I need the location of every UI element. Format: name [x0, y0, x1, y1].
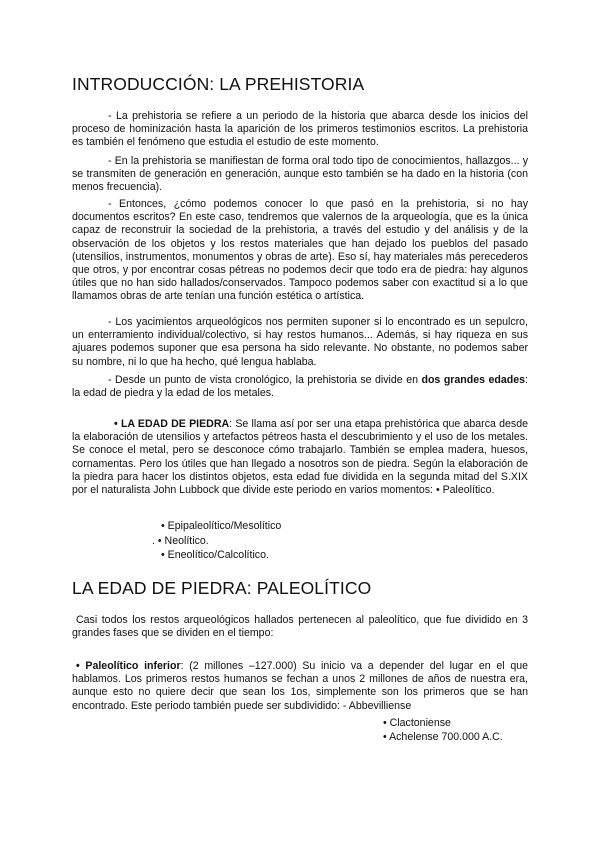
subperiod-list-item: • Achelense 700.000 A.C. — [383, 731, 503, 743]
paragraph-archaeology: - Entonces, ¿cómo podemos conocer lo que pasó en la prehistoria, si no hay documentos escritos? En este caso, tendremos que valernos de la arqueología, que es la única capaz de reconstruir la sociedad de la prehistoria, a través del estudio y del análisis y de la observación de los objetos y los restos materiales que han dejado los pueblos del pasado (utensilios, instrumentos, monumentos y obras de arte). Eso sí, hay materiales más perecederos que otros, y por encontrar cosas pétreas no podemos decir que todo era de piedra: hay algunos útiles que no han sido hallados/conservados. Tampoco podemos saber con exactitud si a lo que llamamos obras de arte tenían una función estética o artística. — [72, 198, 528, 303]
paragraph-stone-age: • LA EDAD DE PIEDRA: Se llama así por ser una etapa prehistórica que abarca desde la elaboración de utensilios y artefactos pétreos hasta el descubrimiento y el uso de los metales. Se conoce el metal, pero se desconoce cómo trabajarlo. También se emplea madera, huesos, cornamentas. Pero los útiles que han llegado a nosotros son de piedra. Según la elaboración de la piedra para hacer los distintos objetos, esta edad fue dividida en la segunda mitad del S.XIX por el naturalista John Lubbock que divide este periodo en varios momentos: • Paleolítico. — [72, 418, 528, 497]
period-list-item: . • Neolítico. — [152, 535, 209, 547]
period-list-item: • Eneolítico/Calcolítico. — [161, 549, 269, 561]
page-title: INTRODUCCIÓN: LA PREHISTORIA — [72, 74, 365, 94]
paragraph-paleolithic-intro: Casi todos los restos arqueológicos hallados pertenecen al paleolítico, que fue dividido en 3 grandes fases que se dividen en el tiempo: — [72, 614, 528, 640]
paragraph-chronology: - Desde un punto de vista cronológico, la prehistoria se divide en dos grandes edades: la edad de piedra y la edad de los metales. — [72, 374, 528, 400]
paragraph-definition: - La prehistoria se refiere a un periodo de la historia que abarca desde los inicios del proceso de hominización hasta la aparición de los primeros testimonios escritos. La prehistoria es también el fenómeno que estudia el estudio de este momento. — [72, 110, 528, 149]
paragraph-lower-paleolithic: • Paleolítico inferior: (2 millones –127.000) Su inicio va a depender del lugar en el que hablamos. Los primeros restos humanos se fechan a unos 2 millones de años de nuestra era, aunque esto no quiere decir que sean los 1os, simplemente son los primeros que se han encontrado. Este periodo también puede ser subdividido: - Abbevilliense — [72, 660, 528, 712]
paragraph-oral-transmission: - En la prehistoria se manifiestan de forma oral todo tipo de conocimientos, hallazgos... y se transmiten de generación en generación, aunque esto también se ha dado en la historia (con menos frecuencia). — [72, 155, 528, 194]
paragraph-sites: - Los yacimientos arqueológicos nos permiten suponer si lo encontrado es un sepulcro, un enterramiento individual/colectivo, si hay restos humanos... Además, si hay riqueza en sus ajuares podemos suponer que esa persona ha sido relevante. No obstante, no podemos saber su nombre, ni lo que ha hecho, qué lengua hablaba. — [72, 316, 528, 368]
subperiod-list-item: • Clactoniense — [383, 717, 451, 729]
section-heading: LA EDAD DE PIEDRA: PALEOLÍTICO — [72, 578, 372, 598]
period-list-item: • Epipaleolítico/Mesolítico — [161, 520, 282, 532]
